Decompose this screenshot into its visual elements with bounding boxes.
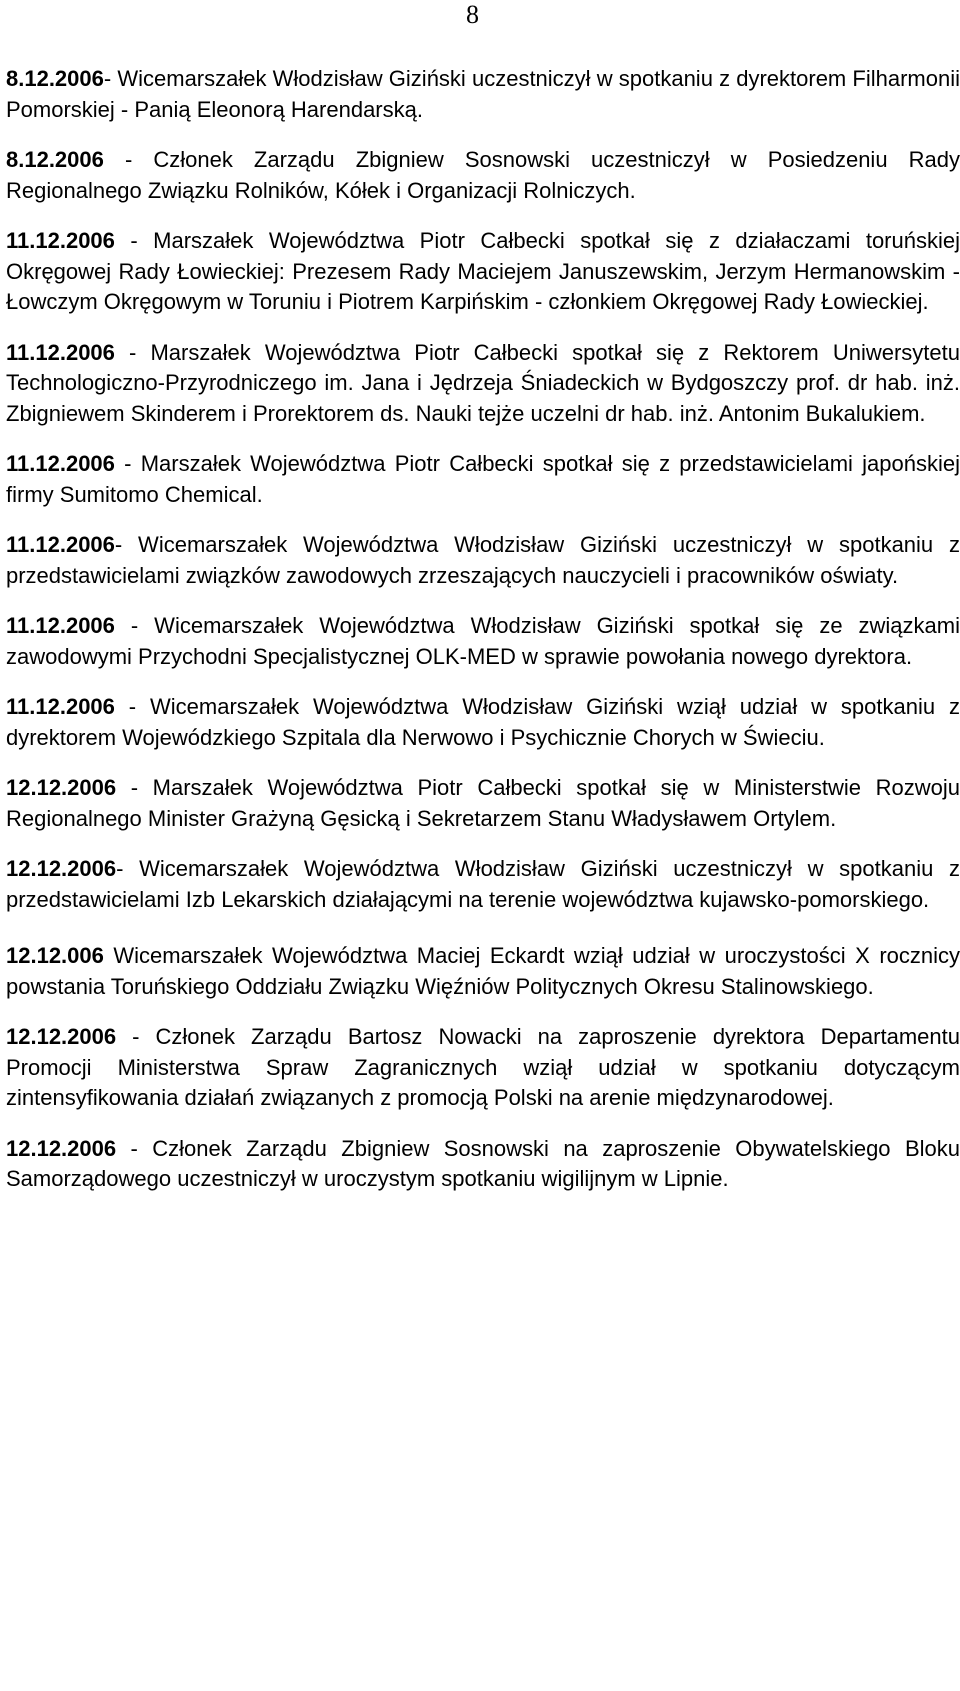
list-item xyxy=(6,449,960,510)
entry-date: 11.12.2006 xyxy=(6,228,115,253)
entry-text: - Marszałek Województwa Piotr Całbecki spotkał się z przedstawicielami japońskiej firmy Sumitomo Chemical. xyxy=(6,451,960,507)
entries-list xyxy=(6,64,960,1215)
entry-date: 11.12.2006 xyxy=(6,613,115,638)
entry-text: - Członek Zarządu Zbigniew Sosnowski uczestniczył w Posiedzeniu Rady Regionalnego Związku Rolników, Kółek i Organizacji Rolniczych. xyxy=(6,147,960,203)
entry-text: - Członek Zarządu Bartosz Nowacki na zaproszenie dyrektora Departamentu Promocji Ministerstwa Spraw Zagranicznych wziął udział w spotkaniu dotyczącym zintensyfikowania działań związanych z promocją Polski na arenie międzynarodowej. xyxy=(6,1024,960,1110)
entry-text: - Marszałek Województwa Piotr Całbecki spotkał się z działaczami toruńskiej Okręgowej Rady Łowieckiej: Prezesem Rady Maciejem Januszewskim, Jerzym Hermanowskim - Łowczym Okręgowym w Toruniu i Piotrem Karpińskim - członkiem Okręgowej Rady Łowieckiej. xyxy=(6,228,960,314)
list-item xyxy=(6,530,960,591)
list-item xyxy=(6,1134,960,1195)
entry-date: 11.12.2006 xyxy=(6,694,115,719)
entry-text: - Wicemarszałek Województwa Włodzisław Giziński uczestniczył w spotkaniu z przedstawicielami Izb Lekarskich działającymi na terenie województwa kujawsko-pomorskiego. xyxy=(6,856,960,912)
entry-text: - Członek Zarządu Zbigniew Sosnowski na zaproszenie Obywatelskiego Bloku Samorządowego uczestniczył w uroczystym spotkaniu wigilijnym w Lipnie. xyxy=(6,1135,960,1191)
entry-text: - Wicemarszałek Województwa Włodzisław Giziński uczestniczył w spotkaniu z przedstawicielami związków zawodowych zrzeszających nauczycieli i pracowników oświaty. xyxy=(6,532,960,588)
entry-text: - Marszałek Województwa Piotr Całbecki spotkał się z Rektorem Uniwersytetu Technologiczno-Przyrodniczego im. Jana i Jędrzeja Śniadeckich w Bydgoszczy prof. dr hab. inż. Zbigniewem Skinderem i Prorektorem ds. Nauki tejże uczelni dr hab. inż. Antonim Bukalukiem. xyxy=(6,339,960,426)
list-item xyxy=(6,773,960,834)
list-item xyxy=(6,611,960,672)
list-item xyxy=(6,941,960,1002)
list-item xyxy=(6,854,960,915)
list-item xyxy=(6,338,960,430)
entry-date: 11.12.2006 xyxy=(6,339,115,365)
list-item xyxy=(6,226,960,318)
list-item xyxy=(6,145,960,206)
entry-text: Wicemarszałek Województwa Maciej Eckardt wziął udział w uroczystości X rocznicy powstania Toruńskiego Oddziału Związku Więźniów Politycznych Okresu Stalinowskiego. xyxy=(6,943,960,999)
entry-date: 8.12.2006 xyxy=(6,147,104,172)
entry-text: - Wicemarszałek Województwa Włodzisław Giziński spotkał się ze związkami zawodowymi Przychodni Specjalistycznej OLK-MED w sprawie powołania nowego dyrektora. xyxy=(6,613,960,669)
entry-date: 12.12.2006 xyxy=(6,1135,117,1161)
entry-date: 12.12.2006 xyxy=(6,1024,117,1049)
entry-date: 12.12.2006 xyxy=(6,856,117,881)
list-item xyxy=(6,1022,960,1114)
entry-date: 8.12.2006 xyxy=(6,66,104,91)
entry-date: 11.12.2006 xyxy=(6,532,115,557)
list-item xyxy=(6,64,960,125)
entry-text: - Wicemarszałek Włodzisław Giziński uczestniczył w spotkaniu z dyrektorem Filharmonii Pomorskiej - Panią Eleonorą Harendarską. xyxy=(6,66,960,122)
entry-date: 11.12.2006 xyxy=(6,451,115,476)
page-number: 8 xyxy=(466,0,479,29)
entry-date: 12.12.006 xyxy=(6,943,104,968)
list-item xyxy=(6,692,960,753)
entry-date: 12.12.2006 xyxy=(6,775,117,800)
entry-text: - Marszałek Województwa Piotr Całbecki spotkał się w Ministerstwie Rozwoju Regionalnego Minister Grażyną Gęsicką i Sekretarzem Stanu Władysławem Ortylem. xyxy=(6,775,960,831)
entry-text: - Wicemarszałek Województwa Włodzisław Giziński wziął udział w spotkaniu z dyrektorem Wojewódzkiego Szpitala dla Nerwowo i Psychicznie Chorych w Świeciu. xyxy=(6,694,960,750)
